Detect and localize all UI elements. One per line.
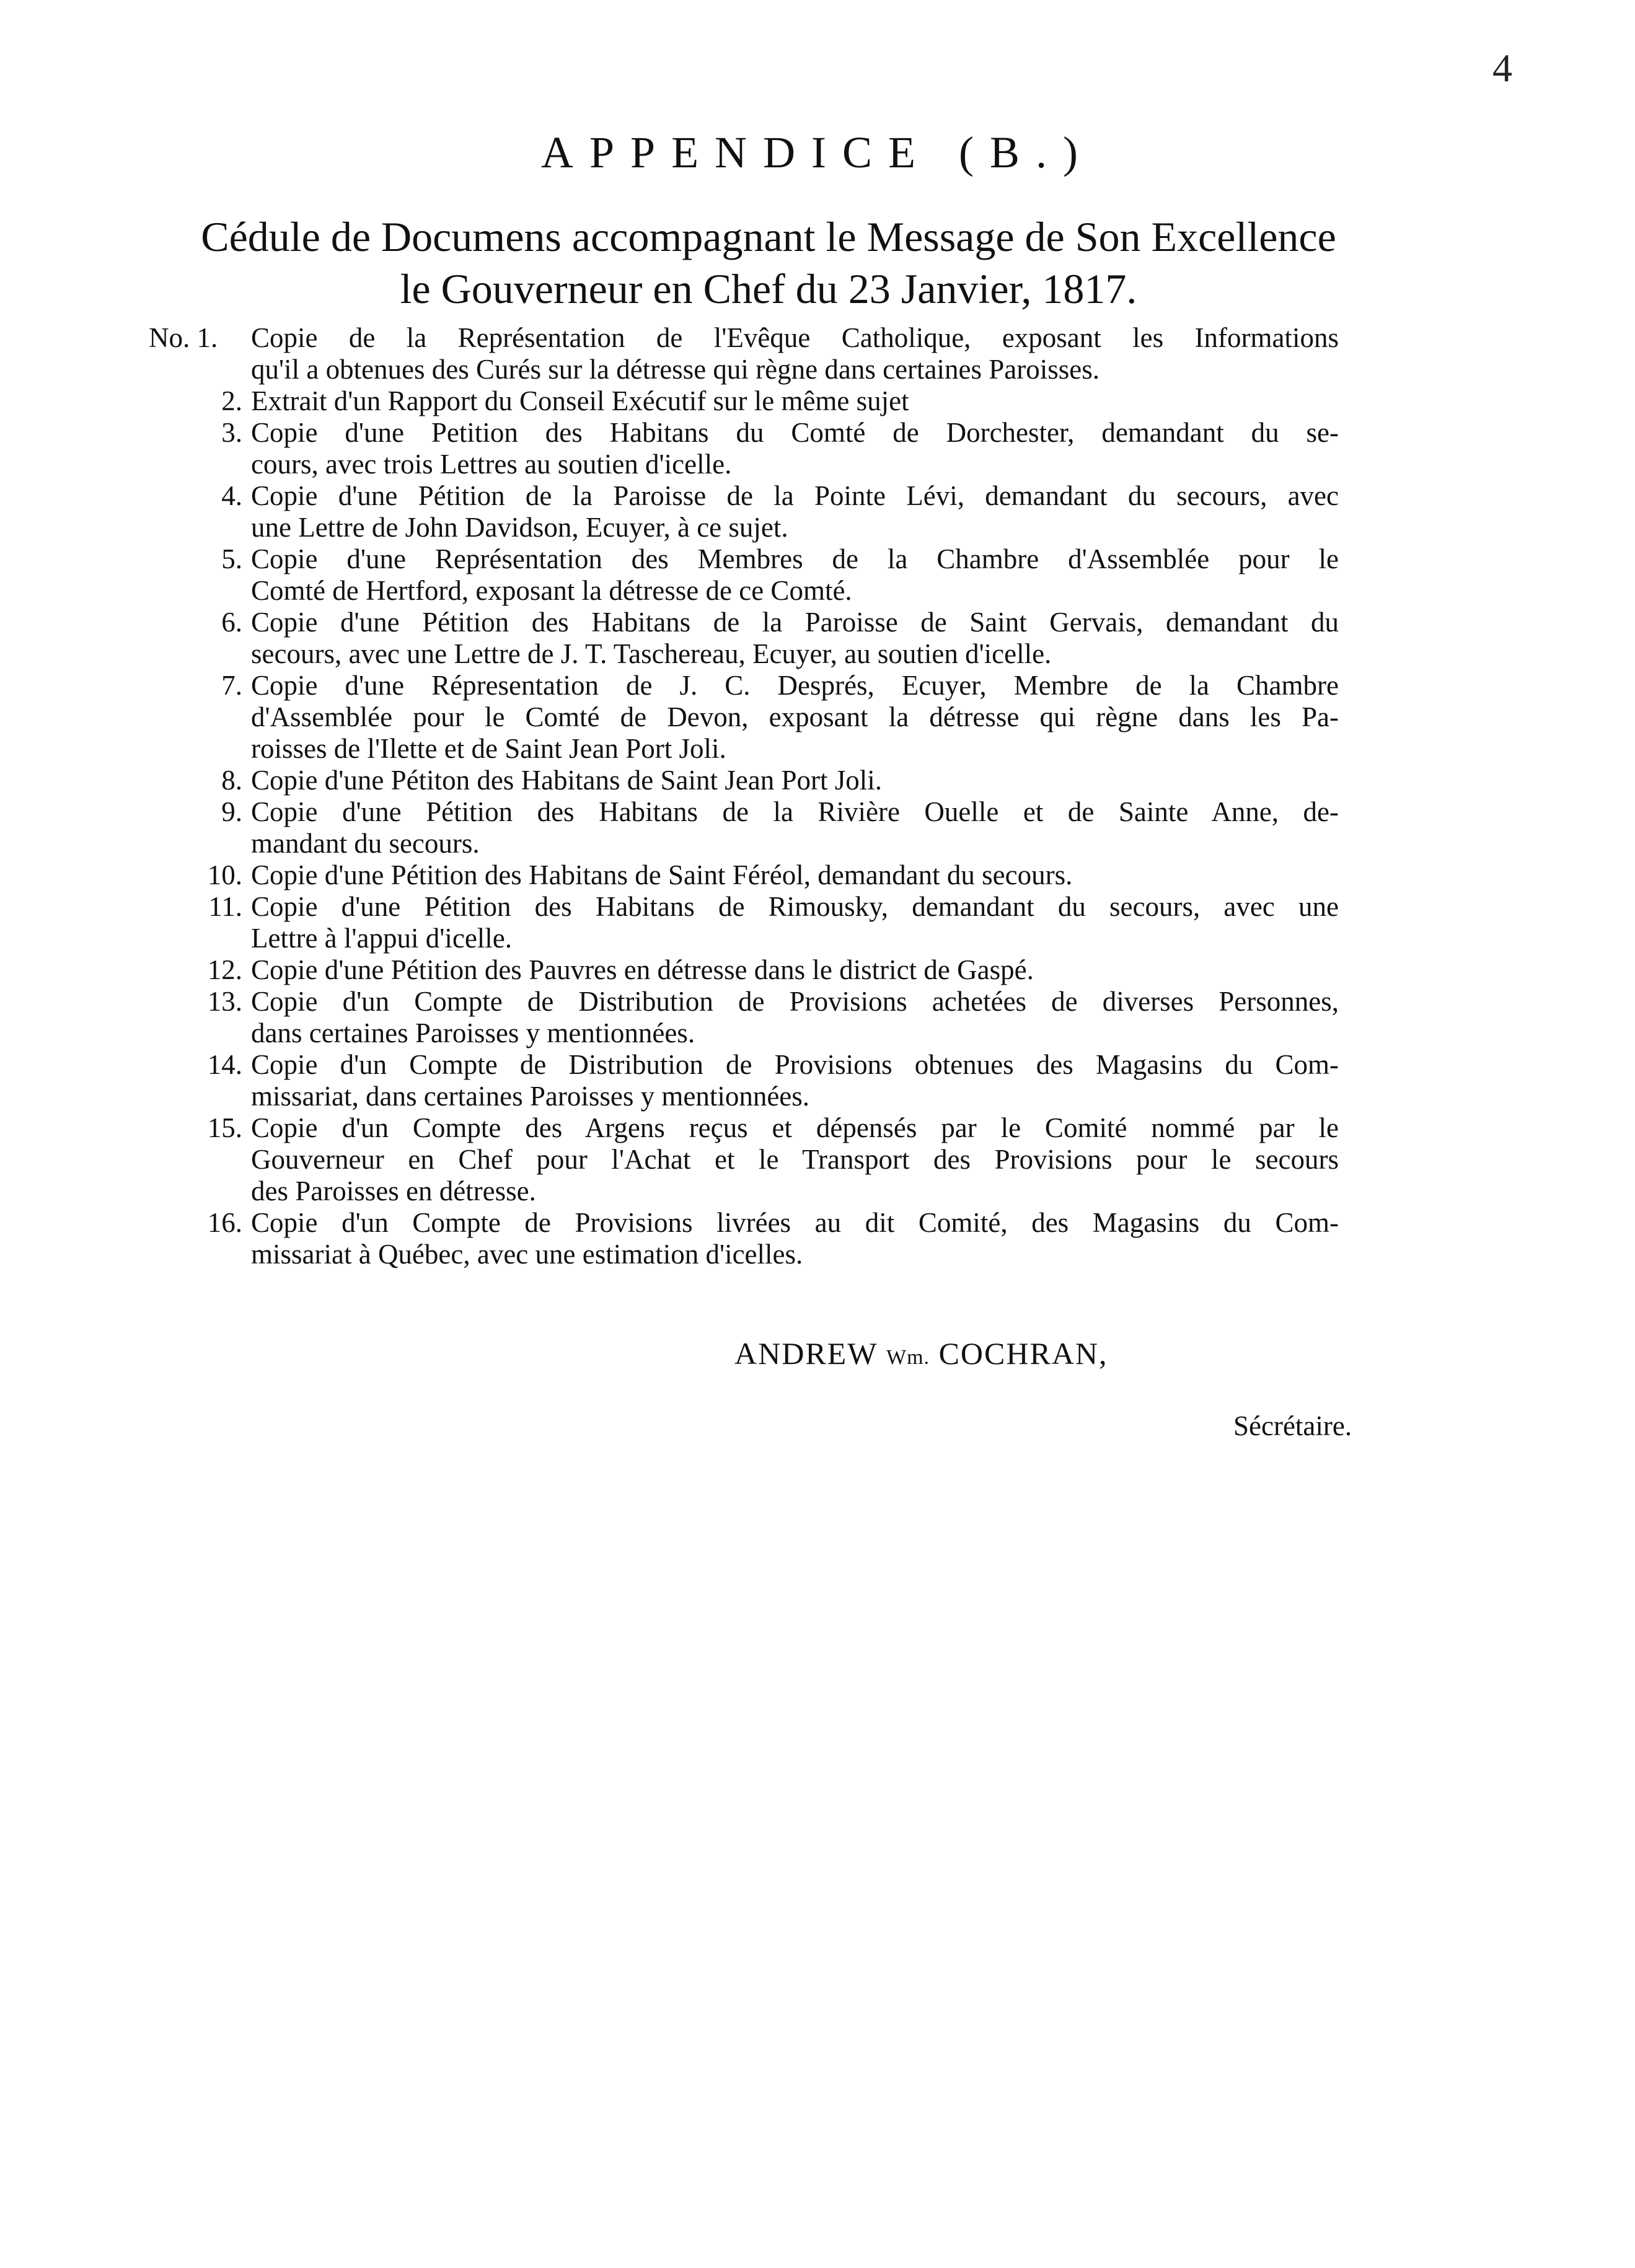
entry-line: Copie d'une Pétition des Habitans de Saint Féréol, demandant du secours. <box>251 859 1073 890</box>
entry-line: Copie d'une Pétition des Habitans de Rimousky, demandant du secours, avec une <box>251 891 1339 922</box>
entry-line: Gouverneur en Chef pour l'Achat et le Transport des Provisions pour le secours <box>251 1144 1339 1175</box>
list-item <box>149 607 1339 670</box>
subheading-line: Cédule de Documens accompagnant le Message de Son Excellence <box>201 213 1336 260</box>
entry-number: 15. <box>207 1112 242 1143</box>
entry-text <box>251 543 1339 607</box>
entry-text <box>251 670 1339 765</box>
list-item <box>149 480 1339 543</box>
entry-number: 7. <box>221 670 242 701</box>
signature-name <box>734 1335 1108 1371</box>
entry-line: Copie d'un Compte des Argens reçus et dépensés par le Comité nommé par le <box>251 1112 1339 1143</box>
entry-line: Comté de Hertford, exposant la détresse de ce Comté. <box>251 575 852 606</box>
entry-text <box>251 1049 1339 1112</box>
list-item <box>149 1049 1339 1112</box>
entry-line: Copie d'une Pétition des Habitans de la Paroisse de Saint Gervais, demandant du <box>251 607 1339 638</box>
entry-line: Extrait d'un Rapport du Conseil Exécutif sur le même sujet <box>251 385 909 416</box>
list-item <box>149 859 1339 891</box>
list-item <box>149 417 1339 480</box>
entry-text <box>251 1207 1339 1270</box>
list-item <box>149 543 1339 607</box>
entry-line: Lettre à l'appui d'icelle. <box>251 923 513 954</box>
entry-line: Copie d'un Compte de Distribution de Provisions obtenues des Magasins du Com- <box>251 1049 1339 1080</box>
entry-number: 11. <box>208 891 242 922</box>
document-subheading <box>149 211 1388 315</box>
signatory-title: Sécrétaire. <box>1233 1410 1352 1441</box>
entry-text <box>251 954 1339 986</box>
entry-number: 14. <box>207 1049 242 1080</box>
entry-text <box>251 1112 1339 1207</box>
entry-text <box>251 322 1339 385</box>
entry-line: Copie d'une Répresentation de J. C. Després, Ecuyer, Membre de la Chambre <box>251 670 1339 701</box>
entry-line: qu'il a obtenues des Curés sur la détresse qui règne dans certaines Paroisses. <box>251 354 1100 385</box>
list-item <box>149 1112 1339 1207</box>
entry-line: une Lettre de John Davidson, Ecuyer, à ce sujet. <box>251 512 788 543</box>
entry-number: 6. <box>221 607 242 638</box>
entry-line: mandant du secours. <box>251 828 480 859</box>
entry-line: Copie d'un Compte de Provisions livrées au dit Comité, des Magasins du Com- <box>251 1207 1339 1238</box>
entry-line: d'Assemblée pour le Comté de Devon, exposant la détresse qui règne dans les Pa- <box>251 701 1339 732</box>
entry-line: Copie d'une Pétition des Habitans de la Rivière Ouelle et de Sainte Anne, de- <box>251 796 1339 827</box>
entry-line: Copie d'une Pétition des Pauvres en détresse dans le district de Gaspé. <box>251 954 1034 985</box>
entry-number: 5. <box>221 543 242 574</box>
entry-text <box>251 607 1339 670</box>
list-item <box>149 322 1339 385</box>
entry-line: Copie d'une Représentation des Membres de la Chambre d'Assemblée pour le <box>251 543 1339 574</box>
entry-text <box>251 796 1339 859</box>
entry-text <box>251 765 1339 796</box>
entry-number: 9. <box>221 796 242 827</box>
entry-number: 3. <box>221 417 242 448</box>
entry-number: 8. <box>221 765 242 796</box>
entry-line: cours, avec trois Lettres au soutien d'icelle. <box>251 449 732 480</box>
list-item <box>149 986 1339 1049</box>
entry-text <box>251 417 1339 480</box>
entry-line: roisses de l'Ilette et de Saint Jean Port Joli. <box>251 733 726 764</box>
entry-number: 4. <box>221 480 242 511</box>
list-item <box>149 796 1339 859</box>
entry-line: missariat à Québec, avec une estimation d'icelles. <box>251 1239 803 1270</box>
entry-text <box>251 891 1339 954</box>
entry-line: des Paroisses en détresse. <box>251 1176 536 1207</box>
signature-first-name: ANDREW <box>734 1336 878 1371</box>
entry-text <box>251 385 1339 417</box>
entry-text <box>251 986 1339 1049</box>
entry-line: Copie d'une Petition des Habitans du Comté de Dorchester, demandant du se- <box>251 417 1339 448</box>
entry-line: missariat, dans certaines Paroisses y mentionnées. <box>251 1081 810 1112</box>
entry-number: 16. <box>207 1207 242 1238</box>
entry-line: secours, avec une Lettre de J. T. Taschereau, Ecuyer, au soutien d'icelle. <box>251 638 1052 669</box>
entry-line: Copie d'une Pétition de la Paroisse de la Pointe Lévi, demandant du secours, avec <box>251 480 1339 511</box>
signature-middle-name: Wm. <box>886 1346 930 1369</box>
entry-line: Copie d'un Compte de Distribution de Provisions achetées de diverses Personnes, <box>251 986 1339 1017</box>
entry-text <box>251 859 1339 891</box>
entry-text <box>251 480 1339 543</box>
list-item <box>149 765 1339 796</box>
signature-last-name: COCHRAN, <box>938 1336 1108 1371</box>
entry-number: 12. <box>207 954 242 985</box>
entry-number: 2. <box>221 385 242 416</box>
page-number-mark: 4 <box>1492 46 1512 90</box>
document-list <box>149 322 1339 1270</box>
list-item <box>149 1207 1339 1270</box>
entry-line: dans certaines Paroisses y mentionnées. <box>251 1018 695 1048</box>
entry-line: Copie de la Représentation de l'Evêque Catholique, exposant les Informations <box>251 322 1339 353</box>
entry-line: Copie d'une Pétiton des Habitans de Saint Jean Port Joli. <box>251 765 882 796</box>
list-item <box>149 385 1339 417</box>
list-item <box>149 891 1339 954</box>
appendix-heading: APPENDICE (B.) <box>540 128 1094 177</box>
subheading-line: le Gouverneur en Chef du 23 Janvier, 1817. <box>400 265 1137 312</box>
list-item <box>149 954 1339 986</box>
entry-number: 13. <box>207 986 242 1017</box>
entry-number: 10. <box>207 859 242 890</box>
list-item <box>149 670 1339 765</box>
entry-number: No. 1. <box>149 322 218 353</box>
